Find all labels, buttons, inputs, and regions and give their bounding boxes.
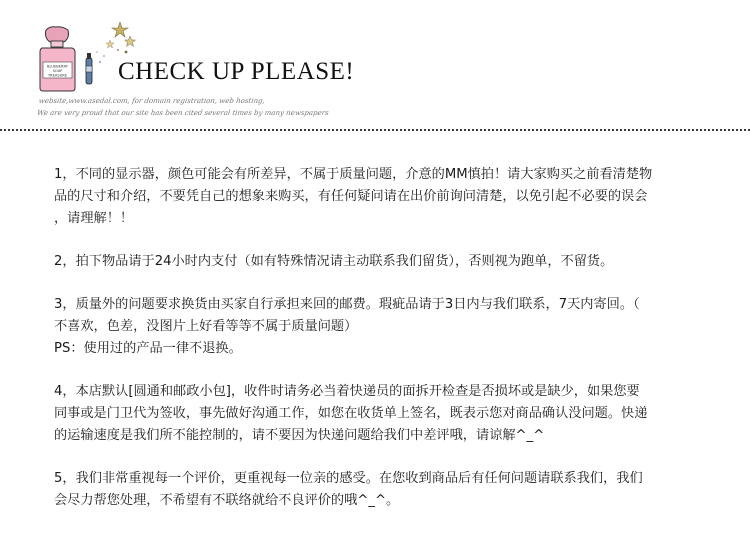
notice-line: 会尽力帮您处理，不希望有不联络就给不良评价的哦^_^。: [54, 493, 400, 508]
notice-line: PS：使用过的产品一律不退换。: [54, 341, 242, 356]
tagline-line: We are very proud that our site has been cited several times by many newspapers: [36, 109, 330, 117]
dotted-divider: [0, 129, 750, 131]
star-icon: [112, 22, 128, 37]
notice-line: 的运输速度是我们所不能控制的，请不要因为快递问题给我们中差评哦，请谅解^_^: [54, 428, 545, 443]
notice-paragraph: [54, 251, 704, 273]
tagline: [36, 95, 331, 119]
notice-paragraph: [54, 468, 704, 512]
notice-paragraph: [54, 294, 704, 360]
notice-line: 3，质量外的问题要求换货由买家自行承担来回的邮费。瑕疵品请于3日内与我们联系，7天内寄回。（: [54, 297, 640, 312]
svg-text:BLUEBERRY: BLUEBERRY: [47, 64, 68, 69]
notice-line: 品的尺寸和介绍，不要凭自己的想象来购买，有任何疑问请在出价前询问清楚，以免引起不必要的误会: [54, 189, 648, 204]
star-icon: [125, 36, 136, 47]
star-icon: [106, 40, 114, 48]
svg-text:SOAP: SOAP: [52, 69, 63, 73]
notice-paragraph: [54, 381, 704, 447]
notice-line: 1，不同的显示器，颜色可能会有所差异，不属于质量问题，介意的MM慎拍！请大家购买之前看清楚物: [54, 167, 653, 182]
header: [0, 0, 750, 132]
notice-line: 5，我们非常重视每一个评价，更重视每一位亲的感受。在您收到商品后有任何问题请联系我们，我们: [54, 471, 643, 486]
notice-line: 2，拍下物品请于24小时内支付（如有特殊情况请主动联系我们留货），否则视为跑单，不留货。: [54, 254, 614, 269]
tagline-line: website,www.asedal.com, for domain registration, web hosting,: [38, 97, 266, 105]
notice-line: 4，本店默认[圆通和邮政小包]，收件时请务必当着快递员的面拆开检查是否损坏或是缺少，如果您要: [54, 384, 640, 399]
notice-line: 同事或是门卫代为签收，事先做好沟通工作，如您在收货单上签名，既表示您对商品确认没问题。快递: [54, 406, 648, 421]
notice-line: 不喜欢，色差，没图片上好看等等不属于质量问题）: [54, 319, 358, 334]
notice-line: ，请理解！！: [54, 211, 134, 226]
svg-text:TREASURE: TREASURE: [47, 73, 68, 78]
notice-paragraph: [54, 164, 704, 230]
notice-content: [54, 164, 704, 533]
page-title: CHECK UP PLEASE!: [118, 58, 355, 85]
